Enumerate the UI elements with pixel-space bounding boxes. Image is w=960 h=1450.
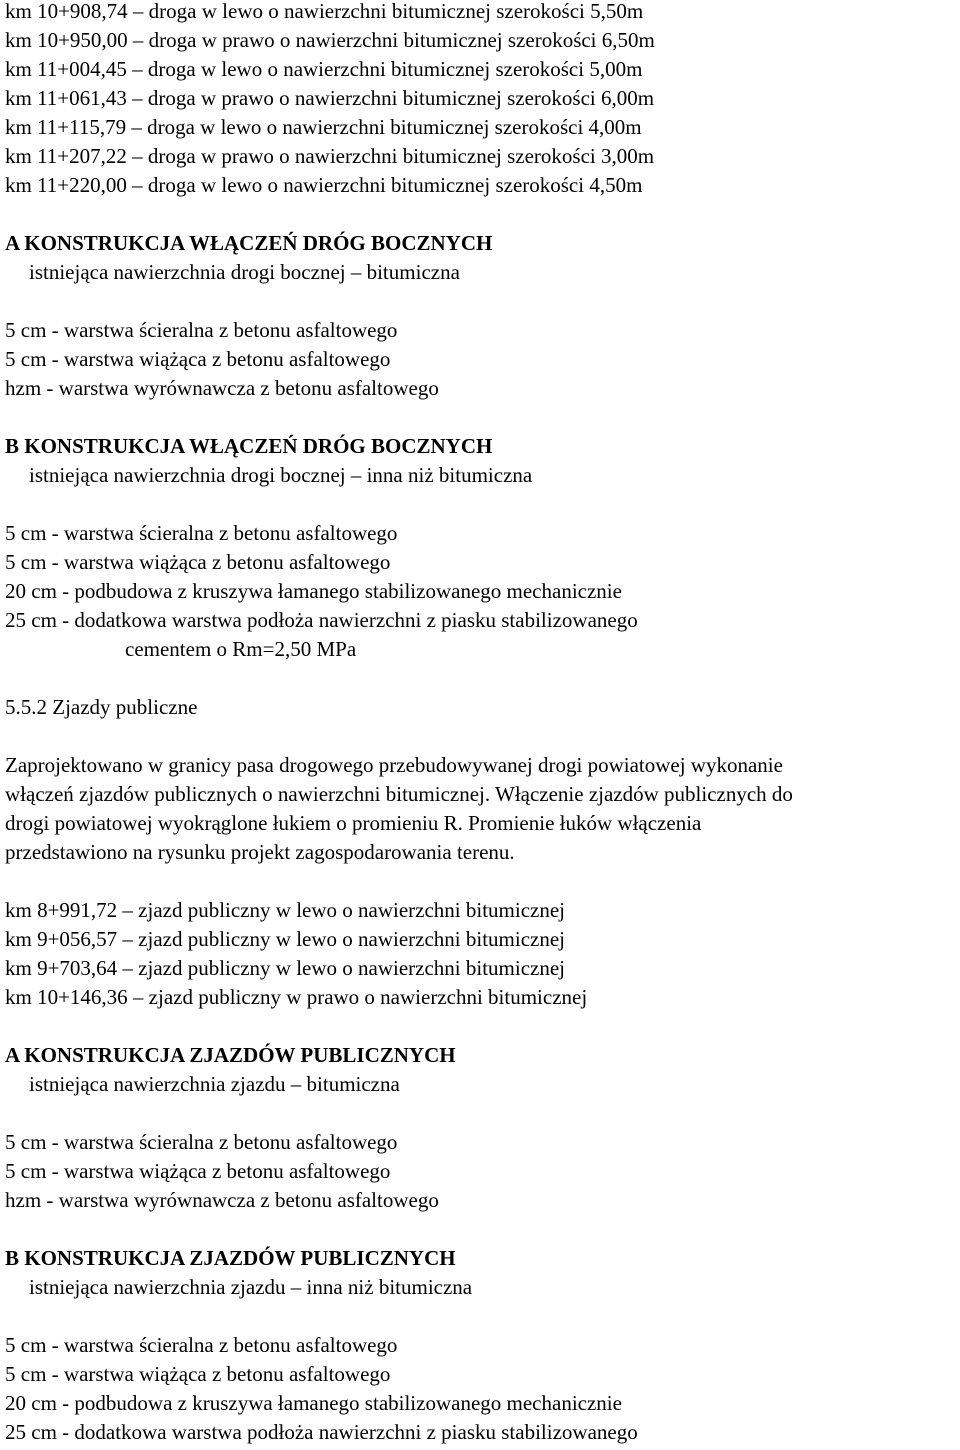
layer-item: 5 cm - warstwa wiążąca z betonu asfaltowego xyxy=(5,1362,391,1386)
paragraph-line: Zaprojektowano w granicy pasa drogowego przebudowywanej drogi powiatowej wykonanie xyxy=(5,753,783,777)
layer-item: 5 cm - warstwa ścieralna z betonu asfaltowego xyxy=(5,1130,398,1154)
layer-item: hzm - warstwa wyrównawcza z betonu asfaltowego xyxy=(5,376,439,400)
layer-item: 5 cm - warstwa wiążąca z betonu asfaltowego xyxy=(5,1159,391,1183)
side-road-item: km 10+908,74 – droga w lewo o nawierzchni bitumicznej szerokości 5,50m xyxy=(5,0,644,23)
layer-item: 5 cm - warstwa ścieralna z betonu asfaltowego xyxy=(5,318,398,342)
construction-roads-a xyxy=(5,229,957,403)
driveways-list xyxy=(5,896,957,1012)
side-road-item: km 10+950,00 – droga w prawo o nawierzchni bitumicznej szerokości 6,50m xyxy=(5,28,655,52)
spacer xyxy=(5,867,957,896)
paragraph xyxy=(5,751,957,867)
construction-heading: A KONSTRUKCJA ZJAZDÓW PUBLICZNYCH xyxy=(5,1043,456,1067)
construction-driveways-b xyxy=(5,1244,957,1447)
layer-item: hzm - warstwa wyrównawcza z betonu asfaltowego xyxy=(5,1188,439,1212)
layer-item: 25 cm - dodatkowa warstwa podłoża nawierzchni z piasku stabilizowanego xyxy=(5,1420,638,1444)
paragraph-line: drogi powiatowej wyokrąglone łukiem o promieniu R. Promienie łuków włączenia xyxy=(5,811,702,835)
layer-item: 5 cm - warstwa wiążąca z betonu asfaltowego xyxy=(5,347,391,371)
paragraph-line: przedstawiono na rysunku projekt zagospodarowania terenu. xyxy=(5,840,515,864)
section-title: 5.5.2 Zjazdy publiczne xyxy=(5,695,198,719)
layer-item-continuation: cementem o Rm=2,50 MPa xyxy=(125,637,357,661)
construction-heading: B KONSTRUKCJA ZJAZDÓW PUBLICZNYCH xyxy=(5,1246,456,1270)
layer-item: 5 cm - warstwa ścieralna z betonu asfaltowego xyxy=(5,521,398,545)
spacer xyxy=(5,1012,957,1041)
construction-roads-b xyxy=(5,432,957,664)
construction-subtitle: istniejąca nawierzchnia drogi bocznej – inna niż bitumiczna xyxy=(29,463,533,487)
paragraph-line: włączeń zjazdów publicznych o nawierzchni bitumicznej. Włączenie zjazdów publicznych do xyxy=(5,782,793,806)
document-page xyxy=(5,0,957,1447)
construction-heading: B KONSTRUKCJA WŁĄCZEŃ DRÓG BOCZNYCH xyxy=(5,434,493,458)
side-road-item: km 11+207,22 – droga w prawo o nawierzchni bitumicznej szerokości 3,00m xyxy=(5,144,655,168)
side-roads-list xyxy=(5,0,957,200)
construction-subtitle: istniejąca nawierzchnia drogi bocznej – bitumiczna xyxy=(29,260,460,284)
construction-subtitle: istniejąca nawierzchnia zjazdu – bitumiczna xyxy=(29,1072,400,1096)
side-road-item: km 11+004,45 – droga w lewo o nawierzchni bitumicznej szerokości 5,00m xyxy=(5,57,643,81)
side-road-item: km 11+061,43 – droga w prawo o nawierzchni bitumicznej szerokości 6,00m xyxy=(5,86,655,110)
layer-item: 5 cm - warstwa ścieralna z betonu asfaltowego xyxy=(5,1333,398,1357)
construction-subtitle: istniejąca nawierzchnia zjazdu – inna niż bitumiczna xyxy=(29,1275,473,1299)
side-road-item: km 11+220,00 – droga w lewo o nawierzchni bitumicznej szerokości 4,50m xyxy=(5,173,643,197)
spacer xyxy=(5,1099,957,1128)
spacer xyxy=(5,722,957,751)
spacer xyxy=(5,200,957,229)
driveway-item: km 9+056,57 – zjazd publiczny w lewo o nawierzchni bitumicznej xyxy=(5,927,566,951)
layer-item: 20 cm - podbudowa z kruszywa łamanego stabilizowanego mechanicznie xyxy=(5,579,622,603)
construction-heading: A KONSTRUKCJA WŁĄCZEŃ DRÓG BOCZNYCH xyxy=(5,231,493,255)
spacer xyxy=(5,490,957,519)
driveway-item: km 9+703,64 – zjazd publiczny w lewo o nawierzchni bitumicznej xyxy=(5,956,566,980)
spacer xyxy=(5,287,957,316)
spacer xyxy=(5,664,957,693)
construction-driveways-a xyxy=(5,1041,957,1215)
spacer xyxy=(5,1215,957,1244)
layer-item: 5 cm - warstwa wiążąca z betonu asfaltowego xyxy=(5,550,391,574)
layer-item: 25 cm - dodatkowa warstwa podłoża nawierzchni z piasku stabilizowanego xyxy=(5,608,638,632)
side-road-item: km 11+115,79 – droga w lewo o nawierzchni bitumicznej szerokości 4,00m xyxy=(5,115,642,139)
layer-item: 20 cm - podbudowa z kruszywa łamanego stabilizowanego mechanicznie xyxy=(5,1391,622,1415)
spacer xyxy=(5,403,957,432)
driveway-item: km 8+991,72 – zjazd publiczny w lewo o nawierzchni bitumicznej xyxy=(5,898,566,922)
driveway-item: km 10+146,36 – zjazd publiczny w prawo o nawierzchni bitumicznej xyxy=(5,985,588,1009)
spacer xyxy=(5,1302,957,1331)
